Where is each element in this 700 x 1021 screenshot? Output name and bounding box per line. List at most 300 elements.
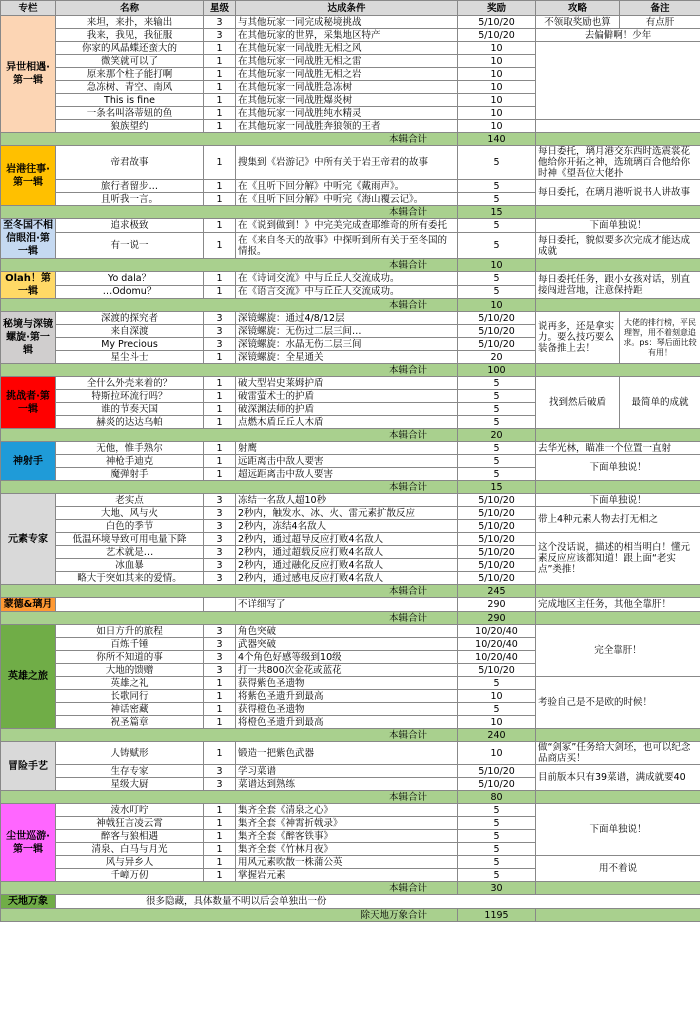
reward: 5 [458, 219, 536, 233]
star-level: 3 [204, 664, 236, 677]
achievement-name: 星尘斗士 [56, 351, 204, 364]
reward: 5/10/20 [458, 29, 536, 42]
star-level: 3 [204, 520, 236, 533]
condition: 在其他玩家一同战胜无相之风 [236, 42, 458, 55]
achievement-name: 长歌同行 [56, 690, 204, 703]
header-row [1, 1, 700, 16]
achievement-name: 我来，我见，我征服 [56, 29, 204, 42]
star-level: 1 [204, 377, 236, 390]
achievement-name: 全什么外壳来着的？ [56, 377, 204, 390]
reward: 5 [458, 703, 536, 716]
table-row [1, 233, 700, 259]
star-level: 1 [204, 703, 236, 716]
reward: 10/20/40 [458, 625, 536, 638]
condition: 2秒内，触发水、冰、火、雷元素扩散反应 [236, 507, 458, 520]
subtotal-value: 10 [458, 299, 536, 312]
achievement-name: 神枪手迪克 [56, 455, 204, 468]
strategy-note: 说再多，还是拿实力。要么技巧要么装备推上去！ [536, 312, 620, 364]
achievement-name: 一条名叫洛蒂妞的鱼 [56, 107, 204, 120]
condition: 用风元素吹散一株蒲公英 [236, 856, 458, 869]
reward: 5 [458, 403, 536, 416]
table-row [1, 856, 700, 869]
star-level: 1 [204, 351, 236, 364]
subtotal-label: 本辑合计 [1, 364, 458, 377]
subtotal-blank [536, 585, 700, 598]
condition: 在其他玩家一同战胜爆炎树 [236, 94, 458, 107]
subtotal-row [1, 259, 700, 272]
achievement-name: 生存专家 [56, 765, 204, 778]
condition: 在《诗词交流》中与丘丘人交流成功。 [236, 272, 458, 286]
header-cell: 奖励 [458, 1, 536, 16]
achievement-name: 追求极致 [56, 219, 204, 233]
star-level: 1 [204, 468, 236, 481]
section-title: 挑战者·第一辑 [1, 377, 56, 429]
header-cell: 备注 [620, 1, 700, 16]
section-title: 秘境与深镜螺旋·第一辑 [1, 312, 56, 364]
strategy-note: 找到然后破盾 [536, 377, 620, 429]
achievement-name: 艺术就是… [56, 546, 204, 559]
star-level: 3 [204, 494, 236, 507]
strategy-note: 下面单独说！ [536, 455, 700, 481]
star-level [204, 598, 236, 612]
table-row [1, 42, 700, 55]
star-level: 3 [204, 638, 236, 651]
star-level: 1 [204, 403, 236, 416]
table-row [1, 377, 700, 390]
subtotal-row [1, 364, 700, 377]
condition: 与其他玩家一同完成秘境挑战 [236, 16, 458, 29]
reward: 5/10/20 [458, 507, 536, 520]
achievement-name: 大地的馈赠 [56, 664, 204, 677]
reward: 5 [458, 830, 536, 843]
condition: 搜集到《岩游记》中所有关于岩王帝君的故事 [236, 146, 458, 180]
condition: 获得橙色圣遗物 [236, 703, 458, 716]
strategy-note: 下面单独说！ [536, 494, 700, 507]
subtotal-value: 15 [458, 206, 536, 219]
condition: 菜谱达到熟练 [236, 778, 458, 791]
achievement-name: 赫炎的达达乌帕 [56, 416, 204, 429]
reward: 5/10/20 [458, 664, 536, 677]
subtotal-label: 本辑合计 [1, 429, 458, 442]
section-title: 神射手 [1, 442, 56, 481]
star-level: 1 [204, 716, 236, 729]
section-title: 元素专家 [1, 494, 56, 585]
header-cell: 达成条件 [236, 1, 458, 16]
condition: 冻结一名敌人超10秒 [236, 494, 458, 507]
section-title: 至冬国不相信眼泪·第一辑 [1, 219, 56, 259]
subtotal-row [1, 429, 700, 442]
achievement-name: 有一说一 [56, 233, 204, 259]
section-title: 岩港往事·第一辑 [1, 146, 56, 206]
reward: 10 [458, 55, 536, 68]
star-level: 3 [204, 778, 236, 791]
star-level: 3 [204, 546, 236, 559]
achievement-name: 无他，惟手熟尔 [56, 442, 204, 455]
reward: 5/10/20 [458, 546, 536, 559]
star-level: 1 [204, 81, 236, 94]
condition: 在《语言交流》中与丘丘人交流成功。 [236, 285, 458, 299]
condition: 学习菜谱 [236, 765, 458, 778]
strategy-note: 去偏僻啊！少年 [536, 29, 700, 42]
subtotal-label: 本辑合计 [1, 585, 458, 598]
reward: 10/20/40 [458, 638, 536, 651]
condition: 集齐全套《清泉之心》 [236, 804, 458, 817]
subtotal-value: 245 [458, 585, 536, 598]
condition: 武器突破 [236, 638, 458, 651]
achievement-name: 神戟狂言凌云霄 [56, 817, 204, 830]
header-cell: 专栏 [1, 1, 56, 16]
subtotal-blank [536, 206, 700, 219]
condition: 深镜螺旋：水晶无伤二层三间 [236, 338, 458, 351]
reward: 5/10/20 [458, 16, 536, 29]
section-title: 天地万象 [1, 895, 56, 909]
star-level: 1 [204, 455, 236, 468]
reward: 10 [458, 742, 536, 765]
table-row [1, 29, 700, 42]
star-level: 1 [204, 272, 236, 286]
table-row [1, 442, 700, 455]
achievement-name: 清泉、白马与月光 [56, 843, 204, 856]
reward: 10 [458, 81, 536, 94]
subtotal-blank [536, 364, 700, 377]
star-level: 1 [204, 843, 236, 856]
reward: 5 [458, 804, 536, 817]
condition: 打一共800次金花或蓝花 [236, 664, 458, 677]
section-title: 冒险手艺 [1, 742, 56, 791]
table-row [1, 625, 700, 638]
reward: 5/10/20 [458, 325, 536, 338]
subtotal-blank [536, 259, 700, 272]
table-row [1, 455, 700, 468]
table-row [1, 533, 700, 546]
achievement-name: 大地、风与火 [56, 507, 204, 520]
subtotal-row [1, 206, 700, 219]
table-row [1, 765, 700, 778]
table-row [1, 16, 700, 29]
star-level: 1 [204, 690, 236, 703]
condition: 集齐全套《竹林月夜》 [236, 843, 458, 856]
achievement-name: 谁的节奏天国 [56, 403, 204, 416]
subtotal-value: 290 [458, 612, 536, 625]
subtotal-label: 本辑合计 [1, 481, 458, 494]
reward: 5 [458, 285, 536, 299]
condition: 在《说到做到！》中完美完成查耶维奇的所有委托 [236, 219, 458, 233]
subtotal-value: 100 [458, 364, 536, 377]
subtotal-label: 本辑合计 [1, 791, 458, 804]
remark: 最简单的成就 [620, 377, 700, 429]
achievement-name: This is fine [56, 94, 204, 107]
achievement-name: 急冻树、青空、南风 [56, 81, 204, 94]
strategy-note: 下面单独说！ [536, 219, 700, 233]
strategy-note: 每日委托，貌似要多次完成才能达成成就 [536, 233, 700, 259]
subtotal-label: 本辑合计 [1, 729, 458, 742]
reward: 290 [458, 598, 536, 612]
reward: 5/10/20 [458, 494, 536, 507]
table-row [1, 312, 700, 325]
table-row [1, 494, 700, 507]
condition: 破深渊法师的护盾 [236, 403, 458, 416]
condition: 在其他玩家一同战胜急冻树 [236, 81, 458, 94]
subtotal-blank [536, 882, 700, 895]
strategy-note: 下面单独说！ [536, 804, 700, 856]
star-level: 3 [204, 559, 236, 572]
reward: 5 [458, 817, 536, 830]
achievement-name: 祝圣篇章 [56, 716, 204, 729]
achievement-name: 略大于突如其来的爱情。 [56, 572, 204, 585]
reward: 5 [458, 442, 536, 455]
achievement-name: Yo dala？ [56, 272, 204, 286]
reward: 5 [458, 856, 536, 869]
achievement-name: 星级大厨 [56, 778, 204, 791]
grand-total-row [1, 909, 700, 922]
reward: 5/10/20 [458, 559, 536, 572]
condition: 在其他玩家一同战胜纯水精灵 [236, 107, 458, 120]
subtotal-label: 本辑合计 [1, 133, 458, 146]
achievement-name: 英雄之礼 [56, 677, 204, 690]
star-level: 1 [204, 42, 236, 55]
reward: 5/10/20 [458, 520, 536, 533]
table-row [1, 742, 700, 765]
condition: 2秒内，通过超载反应打败4名敌人 [236, 546, 458, 559]
subtotal-row [1, 585, 700, 598]
achievement-name: 帝君故事 [56, 146, 204, 180]
section-title: 尘世巡游·第一辑 [1, 804, 56, 882]
achievement-name: 来坦，来扑，来输出 [56, 16, 204, 29]
table-row [1, 507, 700, 520]
star-level: 3 [204, 16, 236, 29]
condition: 2秒内，通过融化反应打败4名敌人 [236, 559, 458, 572]
subtotal-row [1, 791, 700, 804]
star-level: 1 [204, 869, 236, 882]
strategy-note: 做“剑冢”任务给大剑坯，也可以纪念品商店买！ [536, 742, 700, 765]
achievement-name [56, 598, 204, 612]
tiandi-text: 很多隐藏，具体数量不明以后会单独出一份 [56, 895, 700, 909]
section-title: 英雄之旅 [1, 625, 56, 729]
achievement-name: 旅行者留步… [56, 180, 204, 193]
achievement-name: 微笑就可以了 [56, 55, 204, 68]
achievement-name: 百炼千锤 [56, 638, 204, 651]
achievement-name: 原来那个柱子能打啊 [56, 68, 204, 81]
condition: 将紫色圣遗升到最高 [236, 690, 458, 703]
reward: 5/10/20 [458, 765, 536, 778]
reward: 5/10/20 [458, 533, 536, 546]
reward: 10/20/40 [458, 651, 536, 664]
star-level: 3 [204, 507, 236, 520]
condition: 破大型岩史莱姆护盾 [236, 377, 458, 390]
star-level: 1 [204, 442, 236, 455]
subtotal-blank [536, 729, 700, 742]
condition: 深镜螺旋：通过4/8/12层 [236, 312, 458, 325]
strategy-note: 用不着说 [536, 856, 700, 882]
achievement-name: 低温环境导致可用电量下降 [56, 533, 204, 546]
reward: 5 [458, 180, 536, 193]
subtotal-value: 140 [458, 133, 536, 146]
strategy-note: 每日委托，璃月港交东西时选震裳花他给你开拓之神，选琉璃百合他给你时神《望吾位大佬扑 [536, 146, 700, 180]
star-level: 3 [204, 572, 236, 585]
strategy-note: 不领取奖励也算 [536, 16, 620, 29]
achievement-name: …Odomu？ [56, 285, 204, 299]
reward: 5 [458, 146, 536, 180]
condition: 4个角色好感等级到10级 [236, 651, 458, 664]
subtotal-row [1, 612, 700, 625]
reward: 5/10/20 [458, 312, 536, 325]
reward: 10 [458, 107, 536, 120]
subtotal-label: 本辑合计 [1, 259, 458, 272]
condition: 2秒内，冻结4名敌人 [236, 520, 458, 533]
achievement-name: 狼族望约 [56, 120, 204, 133]
reward: 5/10/20 [458, 572, 536, 585]
condition: 锻造一把紫色武器 [236, 742, 458, 765]
subtotal-row [1, 882, 700, 895]
condition: 点燃木盾丘丘人木盾 [236, 416, 458, 429]
condition: 集齐全套《神霄折戟录》 [236, 817, 458, 830]
reward: 5 [458, 193, 536, 206]
subtotal-value: 80 [458, 791, 536, 804]
table-row [1, 598, 700, 612]
condition: 在《且听下回分解》中听完《戴雨声》。 [236, 180, 458, 193]
star-level: 1 [204, 146, 236, 180]
achievement-name: My Precious [56, 338, 204, 351]
reward: 5/10/20 [458, 338, 536, 351]
achievement-name: 如日方升的旅程 [56, 625, 204, 638]
remark: 大佬的排行榜，平民理智，用不着刻意追求。ps：琴后面比较有用！ [620, 312, 700, 364]
achievement-name: 千嶂万仞 [56, 869, 204, 882]
star-level: 1 [204, 856, 236, 869]
achievement-name: 冰血暴 [56, 559, 204, 572]
subtotal-label: 本辑合计 [1, 612, 458, 625]
reward: 10 [458, 690, 536, 703]
star-level: 1 [204, 830, 236, 843]
reward: 5 [458, 390, 536, 403]
star-level: 1 [204, 742, 236, 765]
strategy-note: 目前版本只有39菜谱，满成就要40 [536, 765, 700, 791]
subtotal-row [1, 729, 700, 742]
condition: 2秒内，通过感电反应打败4名敌人 [236, 572, 458, 585]
star-level: 3 [204, 29, 236, 42]
strategy-note: 完成地区主任务，其他全靠肝！ [536, 598, 700, 612]
achievement-name: 魔弹射手 [56, 468, 204, 481]
star-level: 3 [204, 765, 236, 778]
star-level: 3 [204, 338, 236, 351]
condition: 在其他玩家一同战胜无相之雷 [236, 55, 458, 68]
star-level: 1 [204, 180, 236, 193]
star-level: 3 [204, 625, 236, 638]
subtotal-value: 30 [458, 882, 536, 895]
table-row [1, 677, 700, 690]
reward: 10 [458, 42, 536, 55]
achievement-name: 神话密藏 [56, 703, 204, 716]
achievement-name: 人铸赋形 [56, 742, 204, 765]
star-level: 1 [204, 390, 236, 403]
star-level: 1 [204, 804, 236, 817]
star-level: 1 [204, 219, 236, 233]
achievement-name: 特斯拉环流行吗？ [56, 390, 204, 403]
table-row [1, 895, 700, 909]
condition: 超远距离击中敌人要害 [236, 468, 458, 481]
section-title: Olah！第一辑 [1, 272, 56, 299]
achievement-name: 且听我一言。 [56, 193, 204, 206]
star-level: 1 [204, 416, 236, 429]
table-row [1, 180, 700, 193]
star-level: 1 [204, 233, 236, 259]
strategy-note [536, 42, 700, 120]
star-level: 1 [204, 68, 236, 81]
condition: 集齐全套《醉客铁事》 [236, 830, 458, 843]
subtotal-row [1, 481, 700, 494]
subtotal-value: 20 [458, 429, 536, 442]
header-cell: 星级 [204, 1, 236, 16]
strategy-note: 每日委托任务，跟小女孩对话，别直接闯进营地，注意保持距 [536, 272, 700, 299]
reward: 5 [458, 416, 536, 429]
table-row [1, 219, 700, 233]
subtotal-value: 15 [458, 481, 536, 494]
subtotal-value: 10 [458, 259, 536, 272]
achievement-name: 深渡的探究者 [56, 312, 204, 325]
reward: 10 [458, 94, 536, 107]
reward: 5 [458, 677, 536, 690]
reward: 10 [458, 68, 536, 81]
header-cell: 名称 [56, 1, 204, 16]
condition: 掌握岩元素 [236, 869, 458, 882]
star-level: 1 [204, 55, 236, 68]
reward: 5 [458, 233, 536, 259]
reward: 5 [458, 272, 536, 286]
subtotal-label: 本辑合计 [1, 206, 458, 219]
star-level: 1 [204, 107, 236, 120]
subtotal-blank [536, 299, 700, 312]
header-cell: 攻略 [536, 1, 620, 16]
achievement-name: 醉客与狼相遇 [56, 830, 204, 843]
condition: 深镜螺旋：全星通关 [236, 351, 458, 364]
subtotal-value: 240 [458, 729, 536, 742]
subtotal-label: 本辑合计 [1, 299, 458, 312]
reward: 10 [458, 716, 536, 729]
star-level: 3 [204, 533, 236, 546]
table-row [1, 272, 700, 286]
subtotal-blank [536, 791, 700, 804]
condition: 深镜螺旋：无伤过二层三间… [236, 325, 458, 338]
achievement-name: 你所不知道的事 [56, 651, 204, 664]
achievement-name: 白色的季节 [56, 520, 204, 533]
star-level: 1 [204, 817, 236, 830]
condition: 不详细写了 [236, 598, 458, 612]
condition: 在其他玩家的世界，采集地区特产 [236, 29, 458, 42]
reward: 5 [458, 843, 536, 856]
strategy-note: 带上4种元素人物去打无相之 [536, 507, 700, 533]
condition: 在其他玩家一同战胜无相之岩 [236, 68, 458, 81]
reward: 5 [458, 455, 536, 468]
subtotal-blank [536, 481, 700, 494]
strategy-note: 考验自己是不是欧的时候！ [536, 677, 700, 729]
achievement-name: 你家的风晶蝶还蛮大的 [56, 42, 204, 55]
condition: 在其他玩家一同战胜奔狼领的王者 [236, 120, 458, 133]
star-level: 3 [204, 312, 236, 325]
condition: 2秒内，通过超导反应打败4名敌人 [236, 533, 458, 546]
strategy-note: 这个没话说，描述的相当明白！懂元素反应应该都知道！跟上面“老实点”类推！ [536, 533, 700, 585]
star-level: 1 [204, 677, 236, 690]
subtotal-blank [536, 612, 700, 625]
grand-total-value: 1195 [458, 909, 536, 922]
star-level: 3 [204, 651, 236, 664]
strategy-note: 每日委托，在璃月港听说书人讲故事 [536, 180, 700, 206]
condition: 在《且听下回分解》中听完《海山覆云记》。 [236, 193, 458, 206]
condition: 破雷萤术士的护盾 [236, 390, 458, 403]
reward: 5 [458, 377, 536, 390]
subtotal-row [1, 133, 700, 146]
section-title: 蒙德&璃月 [1, 598, 56, 612]
condition: 在《来自冬天的故事》中探听到所有关于至冬国的情报。 [236, 233, 458, 259]
table-row [1, 120, 700, 133]
